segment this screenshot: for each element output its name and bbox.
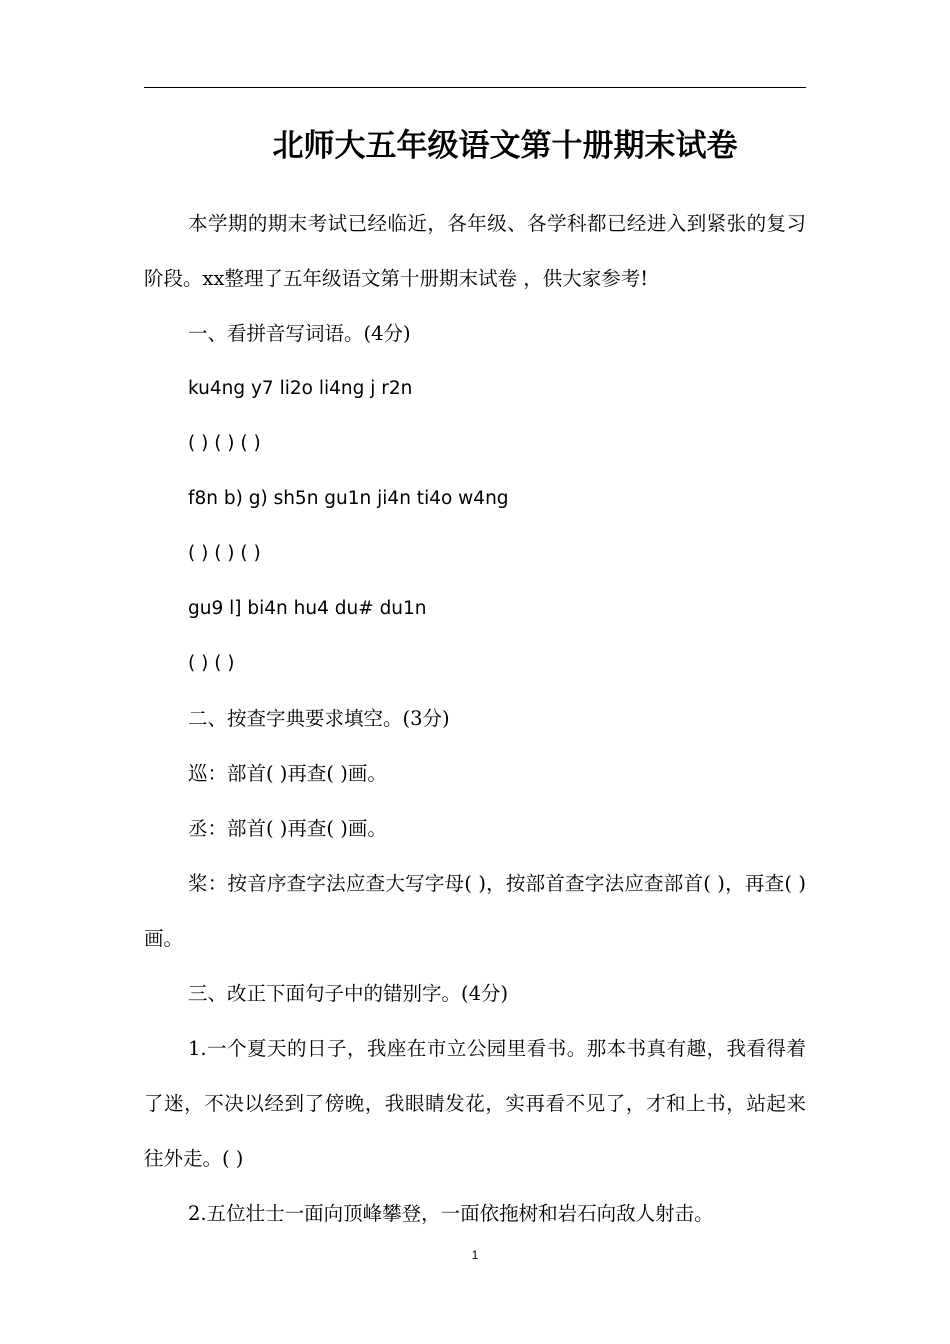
section2-heading: 二、按查字典要求填空。(3分) (188, 707, 450, 730)
header-rule (144, 87, 806, 88)
page-number: 1 (471, 1248, 479, 1262)
dictionary-item-2: 丞：部首( )再查( )画。 (188, 817, 387, 840)
pinyin-line-1: ku4ng y7 li2o li4ng j r2n (188, 378, 413, 399)
answer-blanks-3: ( ) ( ) (188, 653, 235, 674)
section1-heading: 一、看拼音写词语。(4分) (188, 322, 411, 345)
answer-blanks-1: ( ) ( ) ( ) (188, 433, 261, 454)
section3-heading: 三、改正下面句子中的错别字。(4分) (188, 982, 509, 1005)
document-title: 北师大五年级语文第十册期末试卷 (272, 128, 738, 164)
pinyin-line-3: gu9 l] bi4n hu4 du# du1n (188, 598, 427, 619)
correction-item-2: 2.五位壮士一面向顶峰攀登，一面依拖树和岩石向敌人射击。 (188, 1202, 714, 1225)
answer-blanks-2: ( ) ( ) ( ) (188, 543, 261, 564)
intro-paragraph: 本学期的期末考试已经临近，各年级、各学科都已经进入到紧张的复习阶段。xx整理了五年级语文第十册期末试卷 ，供大家参考! (144, 212, 806, 290)
dictionary-item-3: 桨：按音序查字法应查大写字母( )，按部首查字法应查部首( )，再查( )画。 (144, 872, 806, 950)
dictionary-item-1: 巡：部首( )再查( )画。 (188, 762, 387, 785)
document-body (144, 196, 806, 1241)
correction-item-1: 1.一个夏天的日子，我座在市立公园里看书。那本书真有趣，我看得着了迷，不决以经到了傍晚，我眼睛发花，实再看不见了，才和上书，站起来往外走。( ) (144, 1037, 806, 1170)
pinyin-line-2: f8n b) g) sh5n gu1n ji4n ti4o w4ng (188, 488, 509, 509)
